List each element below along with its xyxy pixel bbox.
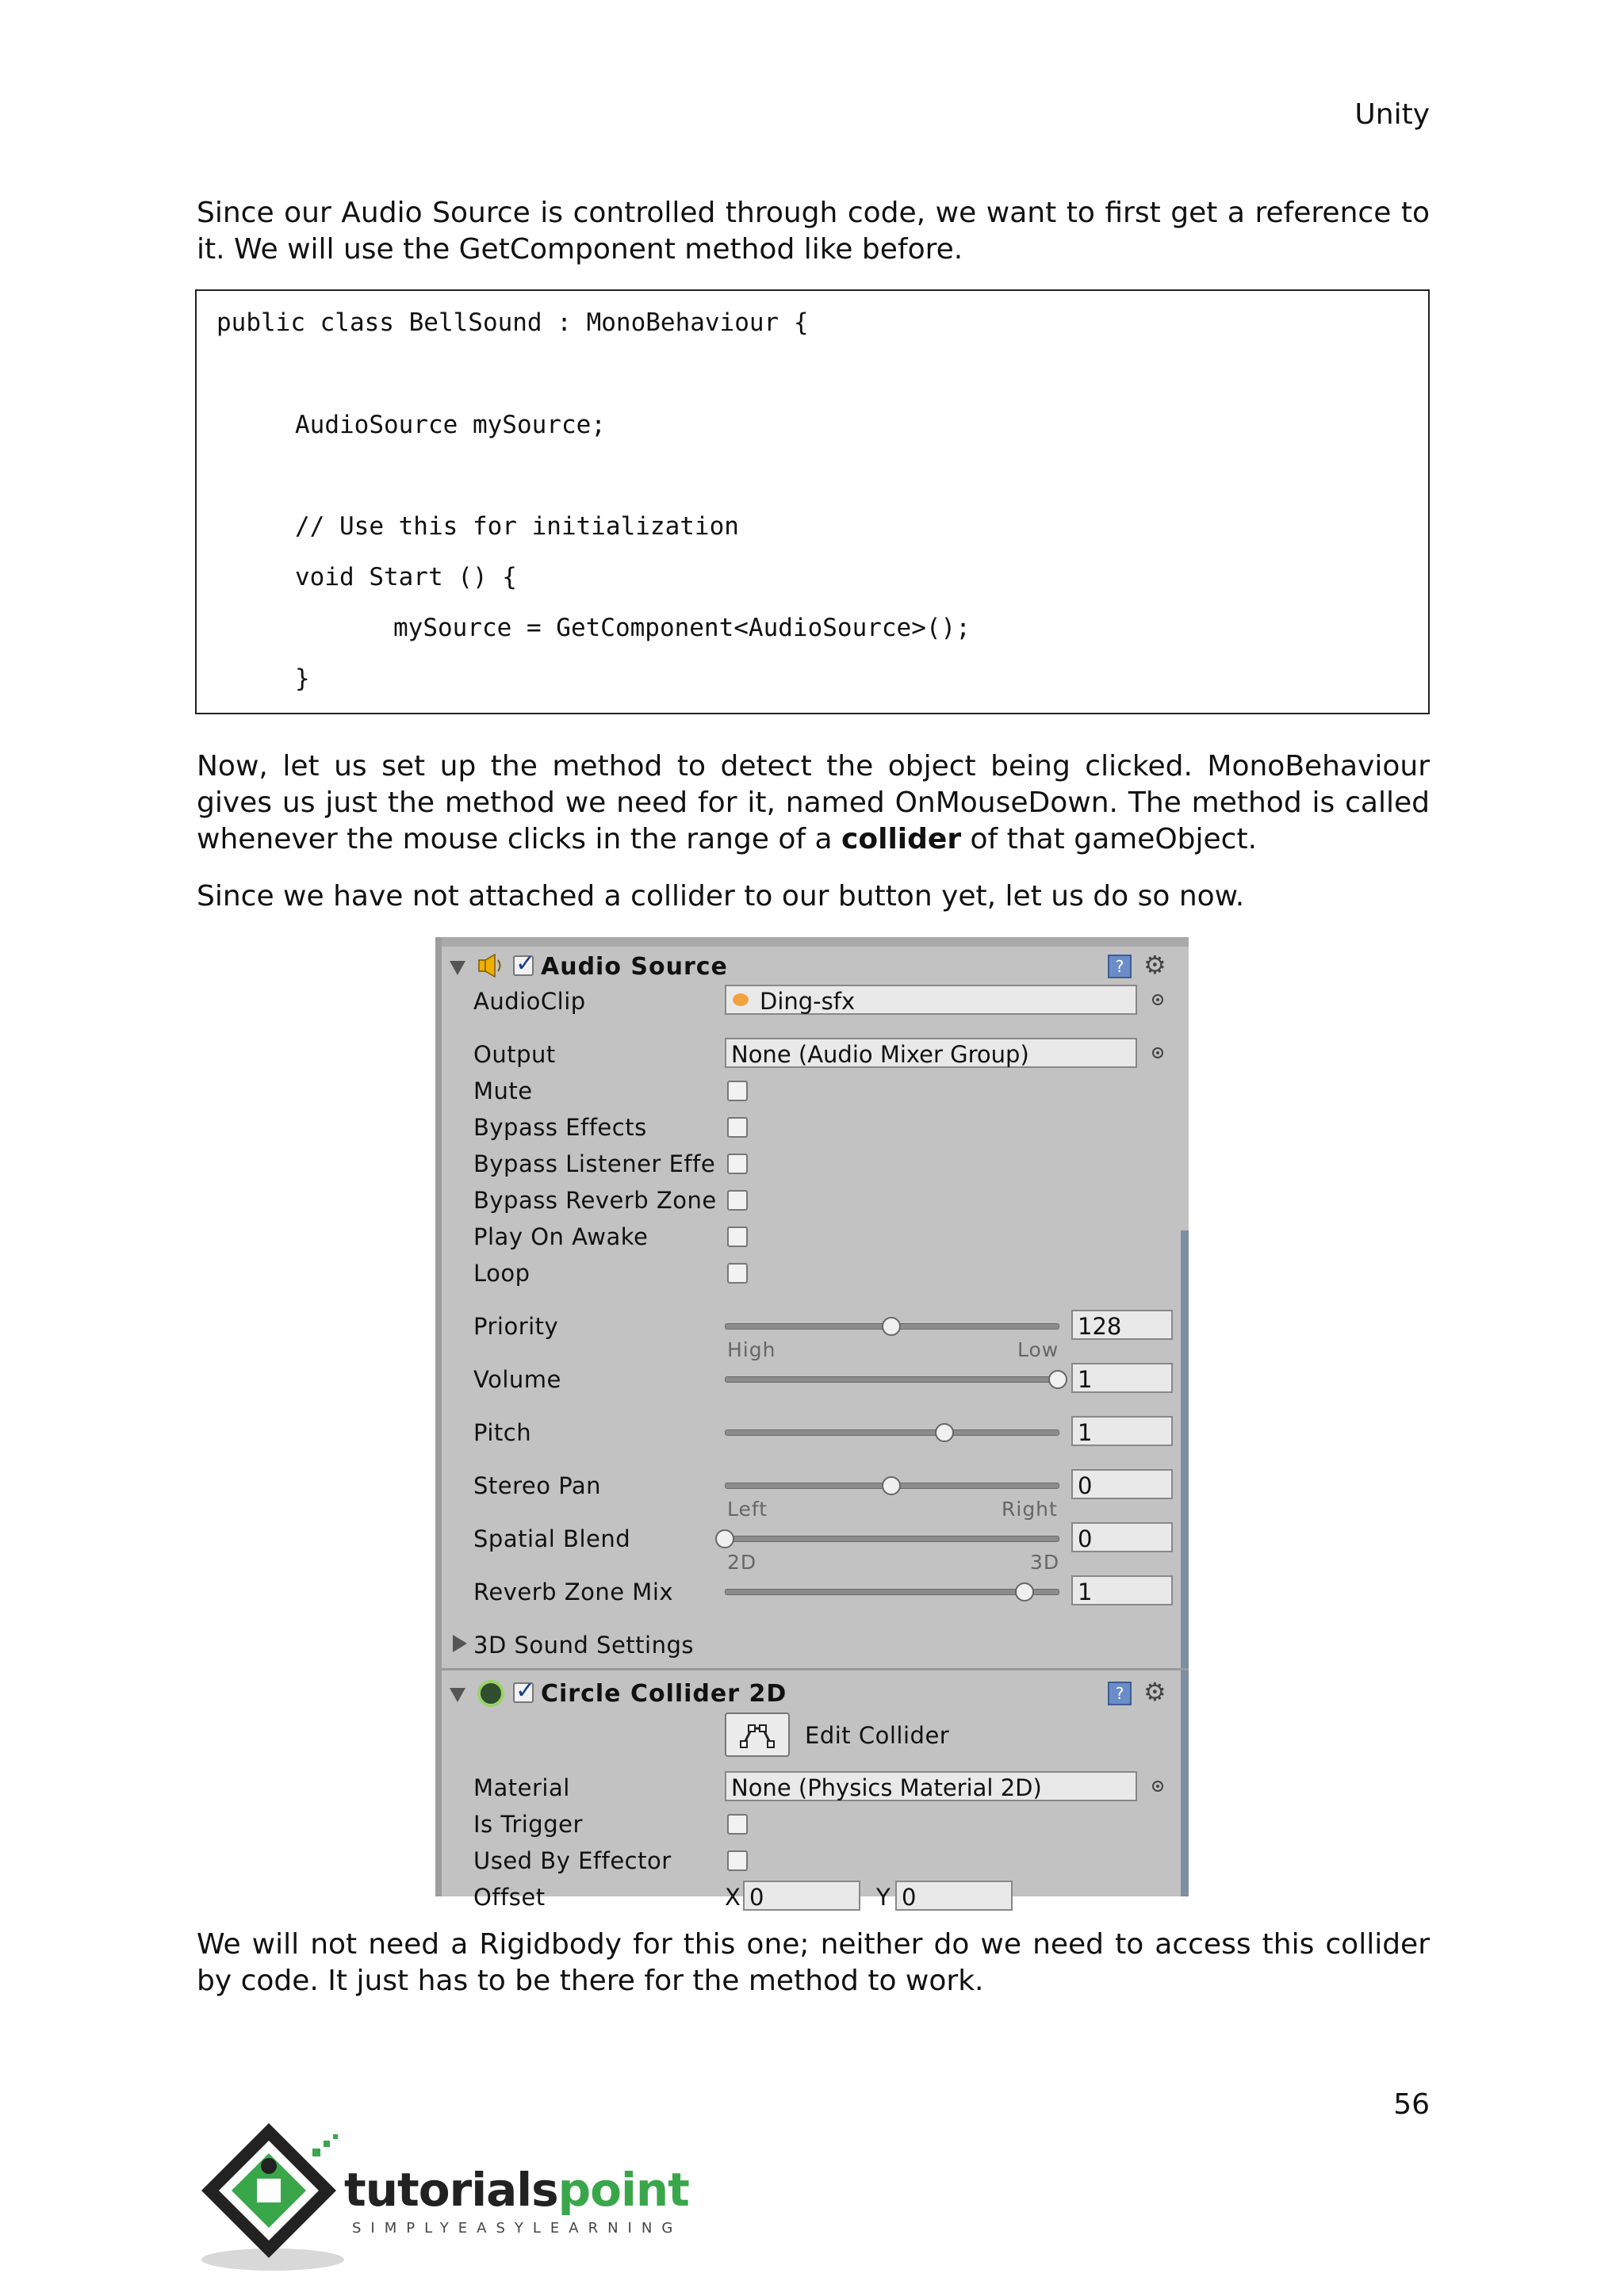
code-line: mySource = GetComponent<AudioSource>();: [393, 614, 971, 642]
bypass-effects-checkbox[interactable]: [727, 1117, 748, 1138]
play-on-awake-checkbox[interactable]: [727, 1226, 748, 1247]
pitch-slider-knob[interactable]: [935, 1423, 954, 1442]
used-by-effector-label: Used By Effector: [473, 1847, 672, 1874]
output-field[interactable]: None (Audio Mixer Group): [725, 1038, 1137, 1068]
priority-low-label: Low: [1017, 1338, 1059, 1361]
audio-source-title: Audio Source: [541, 953, 728, 981]
circle-collider-header[interactable]: [442, 1678, 1189, 1710]
mute-checkbox[interactable]: [727, 1081, 748, 1101]
foldout-arrow-icon[interactable]: [450, 1688, 465, 1702]
mute-label: Mute: [473, 1077, 533, 1104]
spatial-blend-label: Spatial Blend: [473, 1525, 631, 1552]
pitch-label: Pitch: [473, 1419, 532, 1446]
bypass-reverb-zones-row: [442, 1184, 1189, 1215]
spatial-blend-slider-knob[interactable]: [715, 1529, 734, 1548]
priority-value-field[interactable]: 128: [1071, 1310, 1173, 1340]
stereo-pan-label: Stereo Pan: [473, 1472, 602, 1499]
is-trigger-checkbox[interactable]: [727, 1814, 748, 1835]
material-label: Material: [473, 1774, 570, 1801]
tutorialspoint-logo: [193, 2117, 701, 2275]
reverb-zone-mix-value-field[interactable]: 1: [1071, 1575, 1173, 1605]
object-picker-icon[interactable]: [1152, 1781, 1163, 1792]
help-book-icon[interactable]: ?: [1108, 955, 1132, 978]
offset-x-field[interactable]: 0: [743, 1881, 860, 1911]
loop-checkbox[interactable]: [727, 1263, 748, 1284]
spatial-blend-row: [442, 1522, 1189, 1574]
bypass-listener-effects-row: [442, 1147, 1189, 1179]
audioclip-field[interactable]: [725, 985, 1137, 1015]
sound-settings-label: 3D Sound Settings: [473, 1632, 694, 1659]
output-label: Output: [473, 1041, 556, 1068]
reverb-zone-mix-slider-track[interactable]: [725, 1589, 1059, 1595]
bypass-listener-effects-checkbox[interactable]: [727, 1154, 748, 1174]
code-line: void Start () {: [295, 563, 517, 591]
object-picker-icon[interactable]: [1152, 994, 1163, 1005]
object-picker-icon[interactable]: [1152, 1047, 1163, 1058]
unity-inspector-panel: [435, 937, 1189, 1911]
reverb-zone-mix-slider-knob[interactable]: [1015, 1582, 1034, 1601]
code-line: AudioSource mySource;: [295, 411, 606, 439]
spatial-blend-3d-label: 3D: [1030, 1551, 1060, 1574]
page-number: 56: [1393, 2088, 1430, 2121]
volume-row: [442, 1363, 1189, 1395]
method-paragraph-tail: of that gameObject.: [961, 823, 1258, 855]
audioclip-row: [442, 985, 1189, 1016]
loop-row: [442, 1257, 1189, 1288]
reverb-zone-mix-label: Reverb Zone Mix: [473, 1578, 674, 1605]
stereo-pan-left-label: Left: [727, 1498, 768, 1521]
stereo-pan-right-label: Right: [1002, 1498, 1058, 1521]
priority-slider-knob[interactable]: [882, 1317, 901, 1336]
pitch-slider-track[interactable]: [725, 1429, 1059, 1436]
code-block: [195, 289, 1430, 714]
used-by-effector-checkbox[interactable]: [727, 1850, 748, 1871]
edit-collider-button[interactable]: [725, 1712, 790, 1757]
logo-brand-part-a: tutorials: [344, 2163, 558, 2217]
bypass-listener-effects-label: Bypass Listener Effe: [473, 1150, 716, 1177]
gear-icon[interactable]: ⚙: [1143, 950, 1166, 980]
offset-row: [442, 1881, 1189, 1912]
pitch-value-field[interactable]: 1: [1071, 1416, 1173, 1446]
circle-collider-enabled-checkbox[interactable]: [513, 1682, 534, 1703]
audio-source-header[interactable]: [442, 951, 1189, 983]
component-divider: [442, 1668, 1189, 1670]
audio-file-icon: [733, 993, 749, 1006]
closing-paragraph: We will not need a Rigidbody for this one; neither do we need to access this collider by code. It just has to be there for the method to work.: [197, 1928, 1430, 1997]
audio-source-enabled-checkbox[interactable]: [513, 955, 534, 976]
logo-brand-part-b: point: [557, 2163, 689, 2217]
logo-wordmark: [344, 2163, 689, 2217]
output-row: [442, 1038, 1189, 1070]
offset-label: Offset: [473, 1884, 546, 1911]
method-paragraph-text: Now, let us set up the method to detect the object being clicked. MonoBehaviour gives us just the method we need for it, named OnMouseDown. The method is called whenever the mouse clicks in the range of a: [197, 750, 1430, 855]
volume-label: Volume: [473, 1366, 561, 1393]
spatial-blend-slider-track[interactable]: [725, 1536, 1059, 1542]
stereo-pan-slider-knob[interactable]: [882, 1476, 901, 1495]
priority-row: [442, 1310, 1189, 1361]
material-row: [442, 1771, 1189, 1803]
code-line: // Use this for initialization: [295, 512, 739, 541]
collider-bold-term: collider: [841, 823, 962, 855]
edit-collider-row: [442, 1712, 1189, 1760]
code-line: }: [295, 664, 310, 693]
circle-collider-title: Circle Collider 2D: [541, 1680, 787, 1708]
bypass-reverb-zones-label: Bypass Reverb Zone: [473, 1187, 717, 1214]
spatial-blend-value-field[interactable]: 0: [1071, 1522, 1173, 1552]
edit-collider-icon: [726, 1714, 788, 1755]
page-header-title: Unity: [1354, 98, 1430, 131]
edit-collider-label: Edit Collider: [805, 1722, 950, 1749]
pitch-row: [442, 1416, 1189, 1448]
offset-y-field[interactable]: 0: [895, 1881, 1013, 1911]
bypass-reverb-zones-checkbox[interactable]: [727, 1190, 748, 1211]
circle-collider-icon: [477, 1680, 504, 1707]
volume-slider-track[interactable]: [725, 1376, 1059, 1383]
is-trigger-label: Is Trigger: [473, 1811, 583, 1838]
bypass-effects-row: [442, 1111, 1189, 1142]
audioclip-label: AudioClip: [473, 988, 586, 1015]
material-field[interactable]: None (Physics Material 2D): [725, 1771, 1137, 1801]
reverb-zone-mix-row: [442, 1575, 1189, 1607]
loop-label: Loop: [473, 1260, 530, 1287]
intro-paragraph: Since our Audio Source is controlled through code, we want to first get a reference to it. We will use the GetComponent method like before.: [197, 197, 1430, 266]
code-line: public class BellSound : MonoBehaviour {: [216, 308, 809, 337]
used-by-effector-row: [442, 1844, 1189, 1876]
foldout-collapsed-arrow-icon[interactable]: [453, 1635, 467, 1652]
speaker-icon: [477, 953, 504, 978]
help-book-icon[interactable]: ?: [1108, 1682, 1132, 1705]
play-on-awake-label: Play On Awake: [473, 1223, 649, 1250]
sound-settings-foldout[interactable]: [442, 1628, 1189, 1660]
volume-slider-knob[interactable]: [1048, 1370, 1067, 1389]
audioclip-value: Ding-sfx: [760, 988, 856, 1015]
stereo-pan-row: [442, 1469, 1189, 1521]
play-on-awake-row: [442, 1220, 1189, 1252]
inspector-top-edge: [442, 937, 1189, 947]
gear-icon[interactable]: ⚙: [1143, 1677, 1166, 1707]
collider-intro-paragraph: Since we have not attached a collider to our button yet, let us do so now.: [197, 880, 1245, 913]
mute-row: [442, 1074, 1189, 1106]
priority-label: Priority: [473, 1313, 559, 1340]
offset-y-label: Y: [876, 1884, 891, 1911]
logo-tagline: SIMPLYEASYLEARNING: [352, 2220, 683, 2237]
is-trigger-row: [442, 1808, 1189, 1839]
method-paragraph: [197, 748, 1430, 858]
offset-x-label: X: [725, 1884, 741, 1911]
volume-value-field[interactable]: 1: [1071, 1363, 1173, 1393]
priority-high-label: High: [727, 1338, 776, 1361]
bypass-effects-label: Bypass Effects: [473, 1114, 647, 1141]
foldout-arrow-icon[interactable]: [450, 961, 465, 975]
spatial-blend-2d-label: 2D: [727, 1551, 757, 1574]
stereo-pan-value-field[interactable]: 0: [1071, 1469, 1173, 1499]
